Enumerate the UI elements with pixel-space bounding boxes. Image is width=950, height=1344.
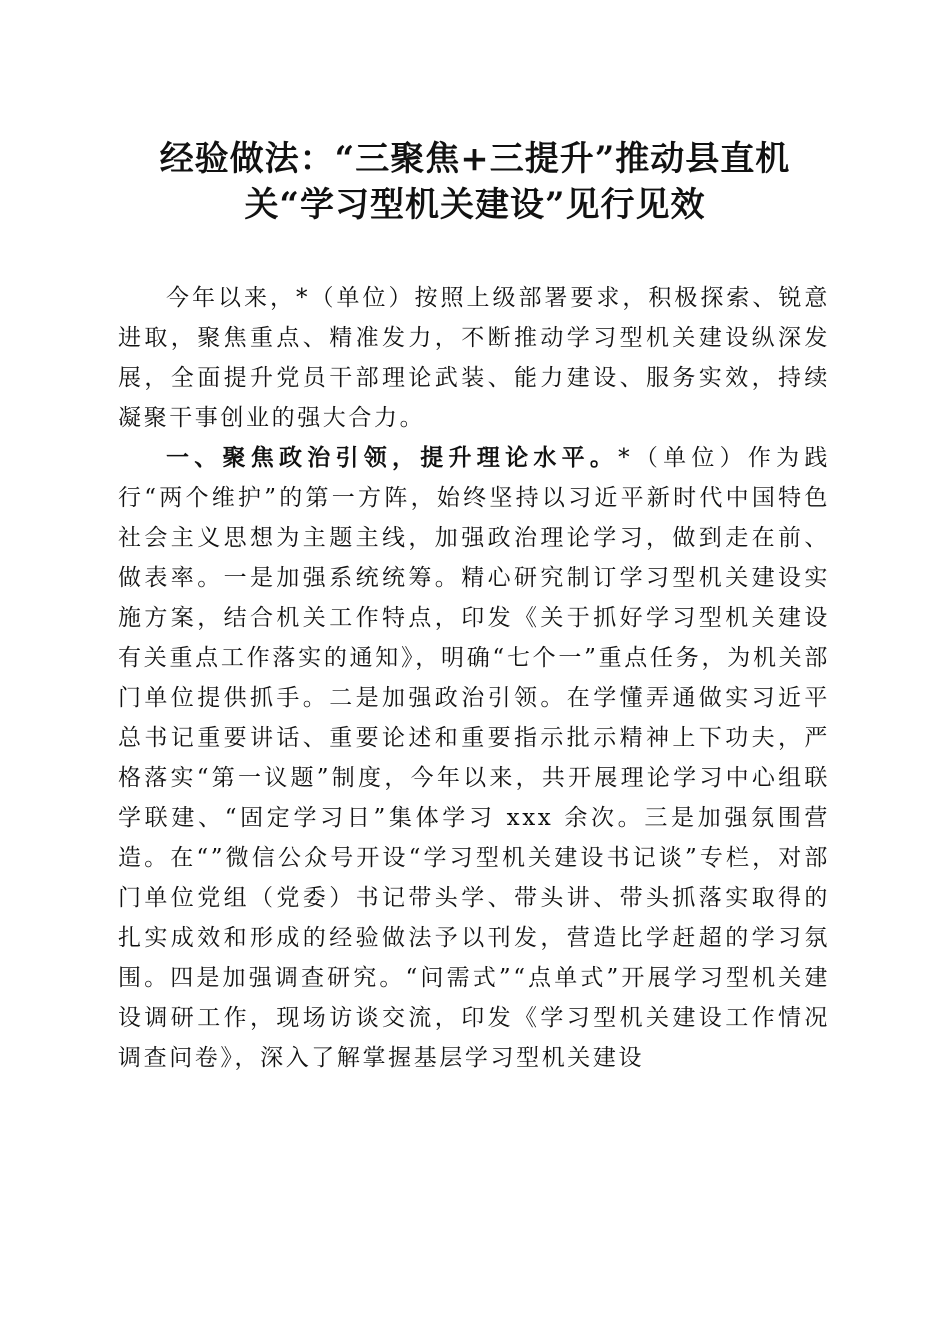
paragraph-intro [118,278,830,438]
paragraph-section-1 [118,438,830,1078]
paragraph-text: *（单位）作为践行“两个维护”的第一方阵，始终坚持以习近平新时代中国特色社会主义思想为主题主线，加强政治理论学习，做到走在前、做表率。一是加强系统统筹。精心研究制订学习型机关建设实施方案，结合机关工作特点，印发《关于抓好学习型机关建设有关重点工作落实的通知》，明确“七个一”重点任务，为机关部门单位提供抓手。二是加强政治引领。在学懂弄通做实习近平总书记重要讲话、重要论述和重要指示批示精神上下功夫，严格落实“第一议题”制度，今年以来，共开展理论学习中心组联学联建、“固定学习日”集体学习 xxx 余次。三是加强氛围营造。在“”微信公众号开设“学习型机关建设书记谈”专栏，对部门单位党组（党委）书记带头学、带头讲、带头抓落实取得的扎实成效和形成的经验做法予以刊发，营造比学赶超的学习氛围。四是加强调查研究。“问需式”“点单式”开展学习型机关建设调研工作，现场访谈交流，印发《学习型机关建设工作情况调查问卷》，深入了解掌握基层学习型机关建设 [118,445,830,1071]
title-line-2: 关“学习型机关建设”见行见效 [244,185,706,225]
section-heading: 一、聚焦政治引领，提升理论水平。 [166,444,619,471]
title-line-1: 经验做法：“三聚焦+三提升”推动县直机 [159,139,791,179]
paragraph-text: 今年以来，*（单位）按照上级部署要求，积极探索、锐意进取，聚焦重点、精准发力，不断推动学习型机关建设纵深发展，全面提升党员干部理论武装、能力建设、服务实效，持续凝聚干事创业的强大合力。 [118,285,830,431]
document-body [118,278,830,1078]
document-title [100,136,850,228]
